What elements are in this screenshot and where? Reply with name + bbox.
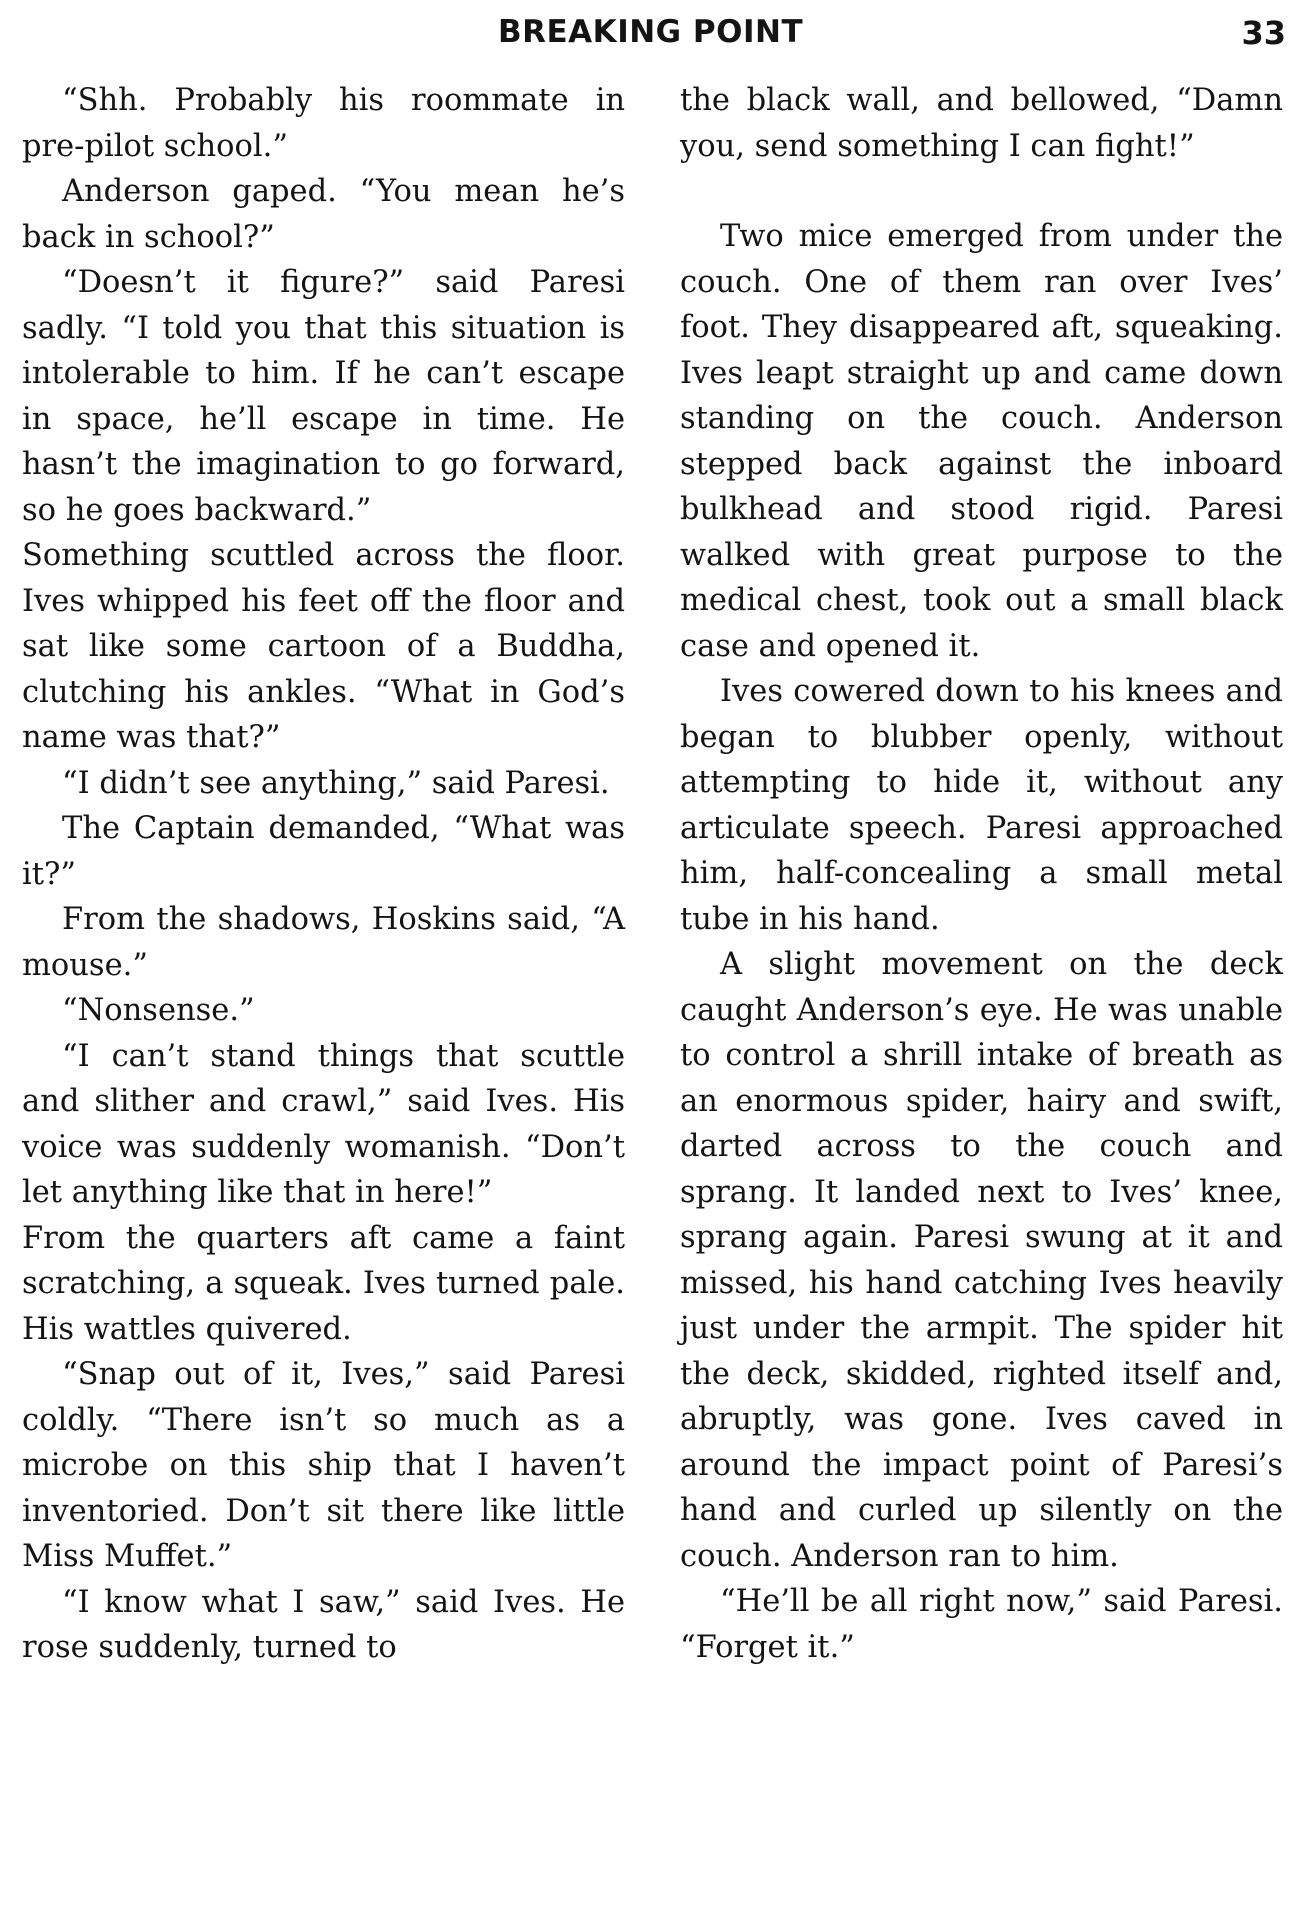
paragraph: “I didn’t see anything,” said Paresi. <box>62 765 610 801</box>
running-header <box>0 12 1308 62</box>
paragraph: The Captain demanded, “What was it?” <box>22 811 625 892</box>
paragraph: Ives cowered down to his knees and began to blubber openly, without attempting to hide it, without any articulate speech. Paresi approached him, half-concealing a small metal tube in his hand. <box>680 674 1283 937</box>
paragraph: “He’ll be all right now,” said Paresi. “Forget it.” <box>680 1584 1283 1665</box>
right-column <box>680 78 1283 1670</box>
paragraph-continuation: the black wall, and bellowed, “Damn you, send something I can fight!” <box>680 83 1283 164</box>
page-number: 33 <box>1241 14 1286 52</box>
paragraph: “Shh. Probably his roommate in pre-pilot school.” <box>22 83 625 164</box>
paragraph: “Nonsense.” <box>62 993 255 1028</box>
paragraph: “Doesn’t it figure?” said Paresi sadly. “I told you that this situation is intolerable to him. If he can’t escape in space, he’ll escape in time. He hasn’t the imagination to go forward, so he goes backward.” <box>22 265 625 528</box>
paragraph: “I know what I saw,” said Ives. He rose suddenly, turned to <box>22 1584 625 1665</box>
paragraph: Anderson gaped. “You mean he’s back in school?” <box>22 174 625 255</box>
left-column <box>22 78 625 1671</box>
paragraph: A slight movement on the deck caught Anderson’s eye. He was unable to control a shrill intake of breath as an enormous spider, hairy and swift, darted across to the couch and sprang. It landed next to Ives’ knee, sprang again. Paresi swung at it and missed, his hand catching Ives heavily just under the armpit. The spider hit the deck, skidded, righted itself and, abruptly, was gone. Ives caved in around the impact point of Paresi’s hand and curled up silently on the couch. Anderson ran to him. <box>680 947 1283 1574</box>
paragraph: Something scuttled across the floor. Ives whipped his feet off the floor and sat like some cartoon of a Buddha, clutching his ankles. “What in God’s name was that?” <box>22 538 625 755</box>
paragraph: From the shadows, Hoskins said, “A mouse.” <box>22 902 625 983</box>
paragraph: “Snap out of it, Ives,” said Paresi coldly. “There isn’t so much as a microbe on this ship that I haven’t inventoried. Don’t sit there like little Miss Muffet.” <box>22 1357 625 1574</box>
paragraph: Two mice emerged from under the couch. One of them ran over Ives’ foot. They disappeared aft, squeaking. Ives leapt straight up and came down standing on the couch. Anderson stepped back against the inboard bulkhead and stood rigid. Paresi walked with great purpose to the medical chest, took out a small black case and opened it. <box>680 219 1283 664</box>
running-title: BREAKING POINT <box>498 14 804 50</box>
paragraph: From the quarters aft came a faint scratching, a squeak. Ives turned pale. His wattles quivered. <box>22 1220 625 1347</box>
paragraph: “I can’t stand things that scuttle and slither and crawl,” said Ives. His voice was suddenly womanish. “Don’t let anything like that in here!” <box>22 1038 625 1210</box>
